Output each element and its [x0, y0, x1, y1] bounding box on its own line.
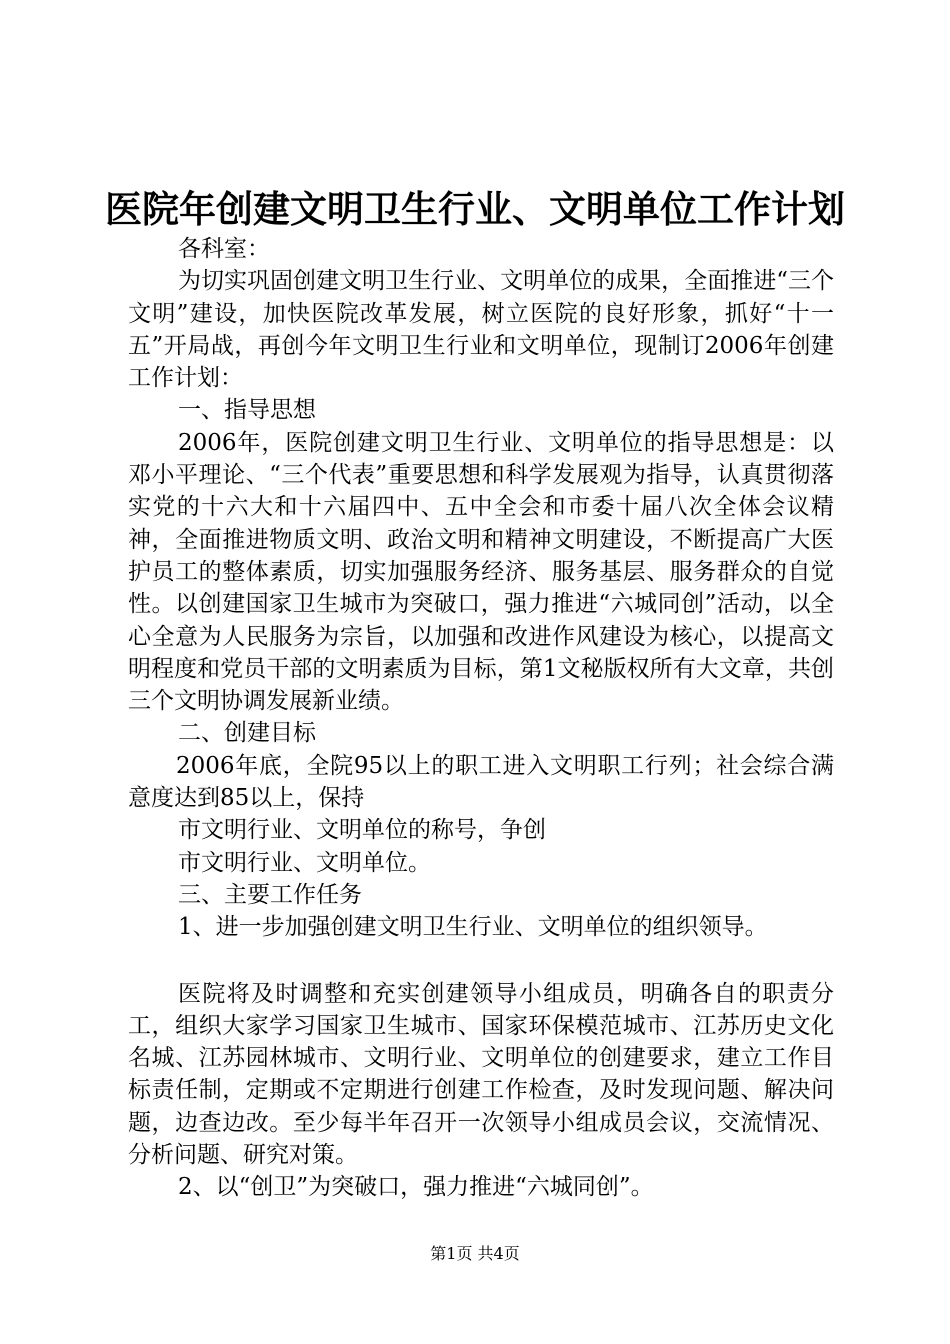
section-paragraph-2: 2006年底，全院95以上的职工进入文明职工行列；社会综合满意度达到85以上，保持	[128, 752, 834, 812]
task-heading-1: 1、进一步加强创建文明卫生行业、文明单位的组织领导。	[178, 914, 768, 941]
intro-paragraph: 为切实巩固创建文明卫生行业、文明单位的成果，全面推进“三个文明”建设，加快医院改革发展，树立医院的良好形象，抓好“十一五”开局战，再创今年文明卫生行业和文明单位，现制订2006年创建工作计划：	[128, 268, 834, 392]
document-body	[128, 233, 834, 1204]
paragraph-gap	[128, 944, 834, 978]
task-heading-2: 2、以“创卫”为突破口，强力推进“六城同创”。	[178, 1174, 654, 1201]
document-title: 医院年创建文明卫生行业、文明单位工作计划	[105, 187, 845, 231]
task-paragraph-1: 医院将及时调整和充实创建领导小组成员，明确各自的职责分工，组织大家学习国家卫生城市、国家环保模范城市、江苏历史文化名城、江苏园林城市、文明行业、文明单位的创建要求，建立工作目标责任制，定期或不定期进行创建工作检查，及时发现问题、解决问题，边查边改。至少每半年召开一次领导小组成员会议，交流情况、分析问题、研究对策。	[128, 980, 834, 1169]
section-heading-3: 三、主要工作任务	[178, 881, 362, 908]
section-paragraph-2-line3: 市文明行业、文明单位。	[178, 849, 431, 876]
page-footer: 第1页 共4页	[430, 1244, 520, 1263]
section-paragraph-1: 2006年，医院创建文明卫生行业、文明单位的指导思想是：以邓小平理论、“三个代表”重要思想和科学发展观为指导，认真贯彻落实党的十六大和十六届四中、五中全会和市委十届八次全体会议精神，全面推进物质文明、政治文明和精神文明建设，不断提高广大医护员工的整体素质，切实加强服务经济、服务基层、服务群众的自觉性。以创建国家卫生城市为突破口，强力推进“六城同创”活动，以全心全意为人民服务为宗旨，以加强和改进作风建设为核心，以提高文明程度和党员干部的文明素质为目标，第1文秘版权所有大文章，共创三个文明协调发展新业绩。	[128, 429, 834, 715]
section-paragraph-2-line2: 市文明行业、文明单位的称号，争创	[178, 817, 546, 844]
section-heading-1: 一、指导思想	[178, 397, 316, 424]
section-heading-2: 二、创建目标	[178, 720, 316, 747]
salutation: 各科室：	[178, 236, 270, 262]
